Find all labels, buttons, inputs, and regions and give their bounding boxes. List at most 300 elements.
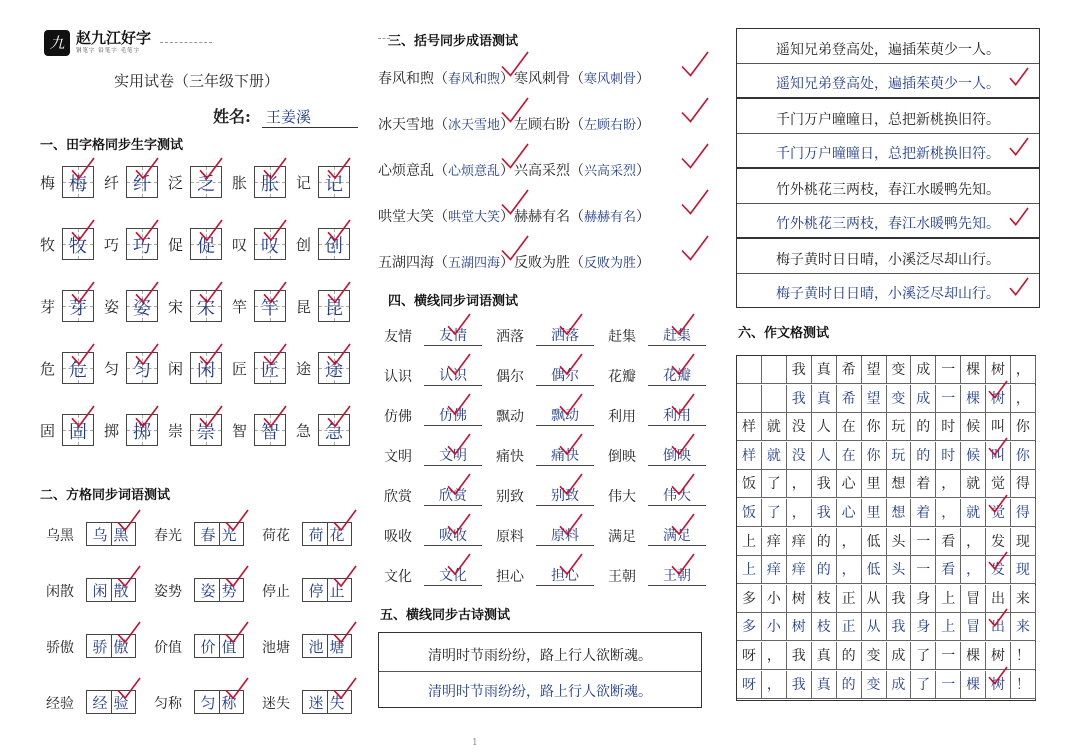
composition-cell: 棵	[961, 356, 986, 384]
composition-cell: 里	[862, 499, 887, 527]
hline-reference-word: 别致	[496, 489, 524, 505]
hline-reference-word: 仿佛	[384, 409, 412, 425]
composition-cell: 成	[886, 642, 911, 670]
composition-cell: 变	[886, 356, 911, 384]
tianzi-reference-char: 芽	[40, 298, 56, 316]
poem-handwritten-line: 清明时节雨纷纷，路上行人欲断魂。	[428, 683, 652, 699]
grade-check-icon	[326, 280, 352, 303]
poem-divider	[737, 133, 1039, 134]
composition-cell: ，	[961, 528, 986, 556]
hline-reference-word: 痛快	[496, 449, 524, 465]
composition-cell: 我	[886, 613, 911, 641]
grade-check-icon	[134, 280, 160, 303]
composition-cell: 我	[787, 642, 812, 670]
grade-check-icon	[326, 156, 352, 179]
section-title-1: 一、田字格同步生字测试	[40, 138, 184, 153]
grade-check-icon	[680, 142, 710, 169]
fangge-reference-word: 骄傲	[46, 640, 74, 656]
idiom-a: 冰天雪地	[378, 117, 434, 133]
composition-cell: 我	[886, 585, 911, 613]
composition-cell: 样	[737, 413, 762, 441]
composition-cell: 望	[862, 385, 887, 413]
tianzi-handwritten-char: 昆	[325, 298, 343, 318]
composition-cell: 一	[936, 385, 961, 413]
grade-check-icon	[446, 352, 472, 375]
idiom-row: 哄堂大笑（哄堂大笑）赫赫有名（赫赫有名）	[378, 209, 651, 225]
composition-cell: 成	[886, 671, 911, 699]
hline-reference-word: 倒映	[608, 449, 636, 465]
grade-check-icon	[446, 312, 472, 335]
composition-cell: 希	[837, 356, 862, 384]
fangge-handwritten-word: 闲散	[92, 583, 135, 600]
composition-cell: 就	[762, 442, 787, 470]
grade-check-icon	[987, 550, 1009, 570]
grade-check-icon	[332, 508, 358, 531]
grade-check-icon	[558, 512, 584, 535]
fangge-reference-word: 停止	[262, 584, 290, 600]
composition-cell: 了	[911, 671, 936, 699]
composition-cell: 我	[787, 385, 812, 413]
composition-cell: ，	[1011, 385, 1036, 413]
fangge-handwritten-word: 价值	[200, 639, 243, 656]
tianzi-row	[40, 166, 356, 200]
composition-cell: 在	[837, 413, 862, 441]
composition-cell: 树	[986, 356, 1011, 384]
tianzi-reference-char: 闲	[168, 360, 184, 378]
grade-check-icon	[500, 142, 530, 169]
grade-check-icon	[70, 218, 96, 241]
composition-cell: 头	[886, 556, 911, 584]
tianzi-handwritten-char: 芽	[69, 298, 87, 318]
grade-check-icon	[446, 472, 472, 495]
composition-cell: 玩	[886, 413, 911, 441]
hline-handwritten-answer: 原料	[536, 525, 594, 546]
composition-cell	[737, 385, 762, 413]
grade-check-icon	[332, 564, 358, 587]
composition-cell: 看	[936, 556, 961, 584]
grade-check-icon	[446, 432, 472, 455]
composition-cell: 来	[1011, 613, 1036, 641]
idiom-a-handwritten: 冰天雪地	[448, 117, 501, 132]
idiom-a: 春风和煦	[378, 71, 434, 87]
tianzi-handwritten-char: 巧	[133, 236, 151, 256]
tianzi-reference-char: 固	[40, 422, 56, 440]
tianzi-row	[40, 352, 356, 386]
grade-check-icon	[680, 96, 710, 123]
composition-cell: 从	[862, 585, 887, 613]
tianzi-reference-char: 竿	[232, 298, 248, 316]
tianzi-reference-char: 匀	[104, 360, 120, 378]
tianzi-handwritten-char: 急	[325, 422, 343, 442]
hline-reference-word: 文化	[384, 569, 412, 585]
hline-reference-word: 洒落	[496, 329, 524, 345]
composition-cell: 痒	[787, 528, 812, 556]
grade-check-icon	[224, 508, 250, 531]
hline-reference-word: 飘动	[496, 409, 524, 425]
composition-cell: 希	[837, 385, 862, 413]
grade-check-icon	[332, 676, 358, 699]
composition-cell: 树	[787, 585, 812, 613]
grade-check-icon	[670, 312, 696, 335]
tianzi-handwritten-char: 掷	[133, 422, 151, 442]
fangge-handwritten-word: 池塘	[308, 639, 351, 656]
composition-cell: 冒	[961, 613, 986, 641]
grade-check-icon	[987, 493, 1009, 513]
fangge-handwritten-word: 乌黑	[92, 527, 135, 544]
hline-handwritten-answer: 赶集	[648, 325, 706, 346]
poem-box-left	[378, 632, 702, 708]
tianzi-handwritten-char: 匀	[133, 360, 151, 380]
header-dotted-line	[160, 42, 212, 43]
idiom-a-handwritten: 哄堂大笑	[448, 209, 501, 224]
grade-check-icon	[224, 620, 250, 643]
composition-cell: 枝	[812, 613, 837, 641]
grade-check-icon	[70, 404, 96, 427]
composition-cell: ！	[1011, 671, 1036, 699]
grade-check-icon	[116, 564, 142, 587]
tianzi-handwritten-char: 途	[325, 360, 343, 380]
hline-handwritten-answer: 别致	[536, 485, 594, 506]
composition-cell: 一	[936, 356, 961, 384]
hline-reference-word: 原料	[496, 529, 524, 545]
tianzi-handwritten-char: 智	[261, 422, 279, 442]
tianzi-reference-char: 创	[296, 236, 312, 254]
fangge-handwritten-word: 春光	[200, 527, 243, 544]
composition-cell: ，	[837, 528, 862, 556]
grade-check-icon	[1008, 66, 1030, 86]
composition-cell: 多	[737, 613, 762, 641]
composition-cell: 一	[911, 556, 936, 584]
tianzi-reference-char: 促	[168, 236, 184, 254]
grade-check-icon	[558, 552, 584, 575]
composition-cell: 小	[762, 613, 787, 641]
idiom-b-handwritten: 反败为胜	[584, 255, 637, 270]
tianzi-reference-char: 宋	[168, 298, 184, 316]
composition-cell: 枝	[812, 585, 837, 613]
composition-cell: 我	[787, 671, 812, 699]
poem-ref-line: 梅子黄时日日晴，小溪泛尽却山行。	[776, 252, 1000, 268]
grade-check-icon	[558, 432, 584, 455]
grade-check-icon	[198, 218, 224, 241]
idiom-row: 心烦意乱（心烦意乱）兴高采烈（兴高采烈）	[378, 163, 651, 179]
tianzi-reference-char: 胀	[232, 174, 248, 192]
idiom-b: 左顾右盼	[514, 117, 571, 133]
poem-handwritten-line: 千门万户曈曈日，总把新桃换旧符。	[776, 145, 1000, 161]
fangge-reference-word: 乌黑	[46, 528, 74, 544]
tianzi-reference-char: 途	[296, 360, 312, 378]
tianzi-handwritten-char: 纤	[133, 174, 151, 194]
hline-reference-word: 王朝	[608, 569, 636, 585]
poem-ref-line: 清明时节雨纷纷，路上行人欲断魂。	[428, 648, 652, 664]
composition-cell: 正	[837, 613, 862, 641]
composition-cell: 身	[911, 613, 936, 641]
grade-check-icon	[670, 472, 696, 495]
composition-cell: 你	[1011, 442, 1036, 470]
grade-check-icon	[134, 156, 160, 179]
composition-cell: 就	[762, 413, 787, 441]
composition-cell: 来	[1011, 585, 1036, 613]
composition-cell: 痒	[762, 556, 787, 584]
tianzi-row	[40, 414, 356, 448]
composition-cell: 正	[837, 585, 862, 613]
fangge-reference-word: 荷花	[262, 528, 290, 544]
composition-cell: 觉	[986, 499, 1011, 527]
tianzi-handwritten-char: 胀	[261, 174, 279, 194]
composition-cell: 变	[862, 671, 887, 699]
page-title: 实用试卷（三年级下册）	[114, 72, 280, 90]
hline-handwritten-answer: 满足	[648, 525, 706, 546]
hline-handwritten-answer: 文明	[424, 445, 482, 466]
hline-handwritten-answer: 王朝	[648, 565, 706, 586]
section-title-2: 二、方格同步词语测试	[40, 488, 171, 503]
composition-cell: 了	[911, 642, 936, 670]
grade-check-icon	[987, 665, 1009, 685]
composition-cell: 了	[762, 499, 787, 527]
composition-cell: 想	[886, 499, 911, 527]
composition-cell: 呀	[737, 642, 762, 670]
hline-handwritten-answer: 吸收	[424, 525, 482, 546]
grade-check-icon	[332, 620, 358, 643]
grade-check-icon	[198, 342, 224, 365]
composition-cell: 真	[812, 642, 837, 670]
hline-handwritten-answer: 飘动	[536, 405, 594, 426]
grade-check-icon	[987, 607, 1009, 627]
hline-handwritten-answer: 伟大	[648, 485, 706, 506]
tianzi-reference-char: 匠	[232, 360, 248, 378]
composition-cell: 叫	[986, 442, 1011, 470]
tianzi-handwritten-char: 固	[69, 422, 87, 442]
composition-cell: 望	[862, 356, 887, 384]
composition-cell: ，	[762, 671, 787, 699]
composition-cell: 发	[986, 556, 1011, 584]
hline-handwritten-answer: 友情	[424, 325, 482, 346]
composition-cell: 你	[1011, 413, 1036, 441]
composition-cell: ！	[1011, 642, 1036, 670]
composition-cell: 树	[986, 642, 1011, 670]
composition-cell: 我	[787, 356, 812, 384]
grade-check-icon	[670, 552, 696, 575]
composition-cell: 看	[936, 528, 961, 556]
tianzi-reference-char: 泛	[168, 174, 184, 192]
composition-cell: 就	[961, 499, 986, 527]
poem-ref-line: 竹外桃花三两枝，春江水暖鸭先知。	[776, 182, 1000, 198]
idiom-b-handwritten: 赫赫有名	[584, 209, 637, 224]
poem-box-right-item	[736, 98, 1040, 168]
composition-cell: 里	[862, 470, 887, 498]
hline-handwritten-answer: 洒落	[536, 325, 594, 346]
composition-cell: 了	[762, 470, 787, 498]
fangge-handwritten-word: 姿势	[200, 583, 243, 600]
grade-check-icon	[446, 512, 472, 535]
grade-check-icon	[500, 234, 530, 261]
grade-check-icon	[116, 676, 142, 699]
idiom-row: 春风和煦（春风和煦）寒风刺骨（寒风刺骨）	[378, 71, 651, 87]
fangge-reference-word: 价值	[154, 640, 182, 656]
tianzi-handwritten-char: 乏	[197, 174, 215, 194]
hline-reference-word: 满足	[608, 529, 636, 545]
composition-cell: 得	[1011, 499, 1036, 527]
hline-handwritten-answer: 痛快	[536, 445, 594, 466]
tianzi-row	[40, 228, 356, 262]
grade-check-icon	[446, 552, 472, 575]
idiom-row: 冰天雪地（冰天雪地）左顾右盼（左顾右盼）	[378, 117, 651, 133]
idiom-a-handwritten: 春风和煦	[448, 71, 501, 86]
section-title-4: 四、横线同步词语测试	[388, 294, 519, 309]
grade-check-icon	[446, 392, 472, 415]
grade-check-icon	[198, 404, 224, 427]
composition-cell: 着	[911, 499, 936, 527]
composition-cell: 在	[837, 442, 862, 470]
grade-check-icon	[70, 342, 96, 365]
composition-cell: 一	[936, 671, 961, 699]
fangge-handwritten-word: 荷花	[308, 527, 351, 544]
composition-cell: 一	[911, 528, 936, 556]
grade-check-icon	[558, 352, 584, 375]
fangge-reference-word: 春光	[154, 528, 182, 544]
grade-check-icon	[680, 50, 710, 77]
composition-cell: 的	[837, 642, 862, 670]
tianzi-handwritten-char: 匠	[261, 360, 279, 380]
tianzi-reference-char: 梅	[40, 174, 56, 192]
composition-cell: ，	[936, 470, 961, 498]
tianzi-handwritten-char: 崇	[197, 422, 215, 442]
composition-cell: 真	[812, 356, 837, 384]
hline-handwritten-answer: 利用	[648, 405, 706, 426]
composition-cell	[737, 356, 762, 384]
name-label: 姓名:	[213, 107, 251, 126]
composition-cell: 小	[762, 585, 787, 613]
poem-divider	[737, 63, 1039, 64]
composition-cell: 的	[911, 442, 936, 470]
composition-cell: 现	[1011, 556, 1036, 584]
hline-handwritten-answer: 偶尔	[536, 365, 594, 386]
composition-cell: 的	[837, 671, 862, 699]
idiom-a-handwritten: 心烦意乱	[448, 163, 501, 178]
idiom-b-handwritten: 左顾右盼	[584, 117, 637, 132]
idiom-a-handwritten: 五湖四海	[448, 255, 501, 270]
idiom-b: 反败为胜	[514, 255, 571, 271]
composition-cell	[762, 356, 787, 384]
hline-reference-word: 友情	[384, 329, 412, 345]
grade-check-icon	[987, 436, 1009, 456]
composition-cell: 候	[961, 413, 986, 441]
hline-handwritten-answer: 仿佛	[424, 405, 482, 426]
hline-handwritten-answer: 欣赏	[424, 485, 482, 506]
grade-check-icon	[262, 404, 288, 427]
grade-check-icon	[198, 280, 224, 303]
tianzi-handwritten-char: 牧	[69, 236, 87, 256]
hline-handwritten-answer: 倒映	[648, 445, 706, 466]
composition-cell: 样	[737, 442, 762, 470]
idiom-a: 五湖四海	[378, 255, 434, 271]
grade-check-icon	[262, 280, 288, 303]
fangge-reference-word: 经验	[46, 696, 74, 712]
grade-check-icon	[70, 156, 96, 179]
tianzi-reference-char: 昆	[296, 298, 312, 316]
section-title-5: 五、横线同步古诗测试	[380, 608, 511, 623]
name-field[interactable]: 王姜溪	[262, 106, 358, 128]
poem-box-right-item	[736, 28, 1040, 98]
grade-check-icon	[1008, 276, 1030, 296]
composition-cell: ，	[936, 499, 961, 527]
composition-cell: 心	[837, 499, 862, 527]
idiom-b: 寒风刺骨	[514, 71, 571, 87]
brand-name: 赵九江好字	[76, 29, 152, 47]
grade-check-icon	[500, 188, 530, 215]
composition-cell: 成	[911, 385, 936, 413]
composition-cell: 我	[812, 470, 837, 498]
composition-cell: 树	[986, 671, 1011, 699]
poem-box-right-item	[736, 238, 1040, 308]
composition-cell: 上	[936, 585, 961, 613]
poem-box-right-item	[736, 168, 1040, 238]
composition-cell: 着	[911, 470, 936, 498]
composition-cell: 真	[812, 671, 837, 699]
poem-ref-line: 千门万户曈曈日，总把新桃换旧符。	[776, 112, 1000, 128]
grade-check-icon	[987, 379, 1009, 399]
composition-cell: 出	[986, 585, 1011, 613]
fangge-handwritten-word: 骄傲	[92, 639, 135, 656]
fangge-reference-word: 池塘	[262, 640, 290, 656]
poem-handwritten-line: 竹外桃花三两枝，春江水暖鸭先知。	[776, 215, 1000, 231]
grade-check-icon	[1008, 136, 1030, 156]
composition-cell: 叫	[986, 413, 1011, 441]
section-title-3: 三、括号同步成语测试	[388, 34, 519, 49]
idiom-b-handwritten: 寒风刺骨	[584, 71, 637, 86]
idiom-row: 五湖四海（五湖四海）反败为胜（反败为胜）	[378, 255, 651, 271]
composition-cell: 痒	[787, 556, 812, 584]
idiom-b: 兴高采烈	[514, 163, 571, 179]
idiom-b-handwritten: 兴高采烈	[584, 163, 637, 178]
composition-cell: ，	[787, 499, 812, 527]
composition-cell: 想	[886, 470, 911, 498]
composition-grid	[736, 355, 1036, 701]
tianzi-handwritten-char: 梅	[69, 174, 87, 194]
tianzi-reference-char: 急	[296, 422, 312, 440]
fangge-reference-word: 闲散	[46, 584, 74, 600]
brand-subtitle: 钢笔字 铅笔字 毛笔字	[76, 48, 140, 54]
composition-cell: 棵	[961, 642, 986, 670]
tianzi-reference-char: 掷	[104, 422, 120, 440]
grade-check-icon	[558, 472, 584, 495]
composition-cell: ，	[762, 642, 787, 670]
tianzi-row	[40, 290, 356, 324]
grade-check-icon	[262, 218, 288, 241]
composition-cell: 变	[862, 642, 887, 670]
fangge-handwritten-word: 经验	[92, 695, 135, 712]
composition-cell: 多	[737, 585, 762, 613]
composition-cell: 上	[936, 613, 961, 641]
composition-cell: 就	[961, 470, 986, 498]
tianzi-handwritten-char: 姿	[133, 298, 151, 318]
hline-reference-word: 欣赏	[384, 489, 412, 505]
composition-cell: 我	[812, 499, 837, 527]
grade-check-icon	[326, 404, 352, 427]
grade-check-icon	[326, 342, 352, 365]
composition-cell: 树	[986, 385, 1011, 413]
composition-cell: 人	[812, 442, 837, 470]
composition-cell: 觉	[986, 470, 1011, 498]
poem-divider	[737, 203, 1039, 204]
composition-cell: 棵	[961, 671, 986, 699]
idiom-b: 赫赫有名	[514, 209, 571, 225]
poem-handwritten-line: 遥知兄弟登高处，遍插茱萸少一人。	[776, 75, 1000, 91]
idiom-a: 心烦意乱	[378, 163, 434, 179]
grade-check-icon	[670, 392, 696, 415]
composition-cell: 饭	[737, 470, 762, 498]
hline-reference-word: 偶尔	[496, 369, 524, 385]
composition-cell: ，	[1011, 356, 1036, 384]
